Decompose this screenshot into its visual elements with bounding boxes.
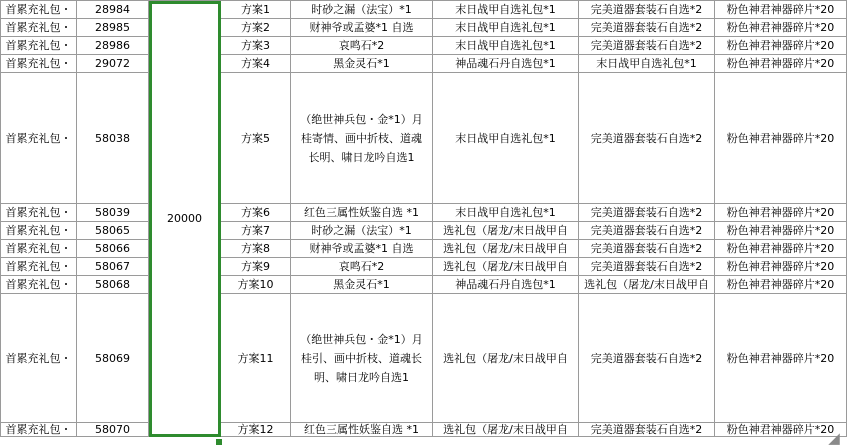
cell-reward-3[interactable]: 完美道器套装石自选*2 [579, 19, 715, 37]
cell-id[interactable]: 58070 [77, 423, 149, 437]
cell-name[interactable]: 首累充礼包・ [1, 204, 77, 222]
cell-reward-2[interactable]: 选礼包（屠龙/末日战甲自 [433, 294, 579, 423]
cell-reward-2[interactable]: 末日战甲自选礼包*1 [433, 73, 579, 204]
cell-reward-1[interactable]: 财神爷或孟婆*1 自选 [291, 240, 433, 258]
cell-reward-3[interactable]: 完美道器套装石自选*2 [579, 37, 715, 55]
table-row [1, 276, 847, 294]
table-row [1, 423, 847, 437]
cell-reward-3[interactable]: 末日战甲自选礼包*1 [579, 55, 715, 73]
cell-plan[interactable]: 方案1 [221, 1, 291, 19]
cell-id[interactable]: 28986 [77, 37, 149, 55]
cell-reward-4[interactable]: 粉色神君神器碎片*20 [715, 258, 847, 276]
cell-plan[interactable]: 方案5 [221, 73, 291, 204]
cell-reward-1[interactable]: 哀鸣石*2 [291, 258, 433, 276]
cell-reward-1[interactable]: 财神爷或孟婆*1 自选 [291, 19, 433, 37]
cell-reward-2[interactable]: 选礼包（屠龙/末日战甲自 [433, 423, 579, 437]
table-row [1, 240, 847, 258]
cell-reward-1[interactable]: （绝世神兵包・金*1）月桂寄情、画中折枝、道魂长明、啸日龙吟自选1 [291, 73, 433, 204]
cell-id[interactable]: 58066 [77, 240, 149, 258]
cell-plan[interactable]: 方案3 [221, 37, 291, 55]
cell-reward-4[interactable]: 粉色神君神器碎片*20 [715, 276, 847, 294]
cell-name[interactable]: 首累充礼包・ [1, 73, 77, 204]
cell-reward-4[interactable]: 粉色神君神器碎片*20 [715, 55, 847, 73]
selection-fill-handle[interactable] [215, 438, 223, 446]
cell-reward-1[interactable]: 时砂之漏（法宝）*1 [291, 222, 433, 240]
cell-plan[interactable]: 方案7 [221, 222, 291, 240]
cell-reward-1[interactable]: 黑金灵石*1 [291, 55, 433, 73]
cell-id[interactable]: 28985 [77, 19, 149, 37]
cell-id[interactable]: 58065 [77, 222, 149, 240]
cell-name[interactable]: 首累充礼包・ [1, 55, 77, 73]
cell-reward-3[interactable]: 完美道器套装石自选*2 [579, 423, 715, 437]
cell-reward-4[interactable]: 粉色神君神器碎片*20 [715, 240, 847, 258]
cell-name[interactable]: 首累充礼包・ [1, 276, 77, 294]
cell-plan[interactable]: 方案11 [221, 294, 291, 423]
cell-plan[interactable]: 方案4 [221, 55, 291, 73]
cell-id[interactable]: 28984 [77, 1, 149, 19]
cell-reward-2[interactable]: 选礼包（屠龙/末日战甲自 [433, 258, 579, 276]
cell-reward-3[interactable]: 选礼包（屠龙/末日战甲自 [579, 276, 715, 294]
table-row [1, 222, 847, 240]
cell-reward-2[interactable]: 末日战甲自选礼包*1 [433, 37, 579, 55]
cell-plan[interactable]: 方案9 [221, 258, 291, 276]
cell-plan[interactable]: 方案10 [221, 276, 291, 294]
cell-plan[interactable]: 方案2 [221, 19, 291, 37]
cell-reward-2[interactable]: 末日战甲自选礼包*1 [433, 1, 579, 19]
cell-reward-1[interactable]: 时砂之漏（法宝）*1 [291, 1, 433, 19]
cell-reward-4[interactable]: 粉色神君神器碎片*20 [715, 19, 847, 37]
cell-reward-3[interactable]: 完美道器套装石自选*2 [579, 240, 715, 258]
cell-reward-1[interactable]: 哀鸣石*2 [291, 37, 433, 55]
cell-reward-1[interactable]: 红色三属性妖鉴自选 *1 [291, 204, 433, 222]
cell-reward-3[interactable]: 完美道器套装石自选*2 [579, 1, 715, 19]
cell-merged-selected[interactable]: 20000 [149, 1, 221, 437]
cell-reward-2[interactable]: 神品魂石丹自选包*1 [433, 276, 579, 294]
cell-reward-3[interactable]: 完美道器套装石自选*2 [579, 73, 715, 204]
table-row [1, 1, 847, 19]
table-row [1, 258, 847, 276]
cell-id[interactable]: 58067 [77, 258, 149, 276]
cell-reward-4[interactable]: 粉色神君神器碎片*20 [715, 73, 847, 204]
cell-reward-2[interactable]: 末日战甲自选礼包*1 [433, 19, 579, 37]
cell-reward-2[interactable]: 选礼包（屠龙/末日战甲自 [433, 222, 579, 240]
table-row [1, 204, 847, 222]
cell-name[interactable]: 首累充礼包・ [1, 423, 77, 437]
table-row [1, 37, 847, 55]
cell-reward-3[interactable]: 完美道器套装石自选*2 [579, 204, 715, 222]
cell-id[interactable]: 58068 [77, 276, 149, 294]
cell-reward-3[interactable]: 完美道器套装石自选*2 [579, 222, 715, 240]
cell-reward-1[interactable]: （绝世神兵包・金*1）月桂引、画中折枝、道魂长明、啸日龙吟自选1 [291, 294, 433, 423]
cell-name[interactable]: 首累充礼包・ [1, 222, 77, 240]
cell-id[interactable]: 58069 [77, 294, 149, 423]
cell-name[interactable]: 首累充礼包・ [1, 1, 77, 19]
cell-reward-4[interactable]: 粉色神君神器碎片*20 [715, 294, 847, 423]
cell-plan[interactable]: 方案6 [221, 204, 291, 222]
cell-reward-2[interactable]: 选礼包（屠龙/末日战甲自 [433, 240, 579, 258]
cell-reward-2[interactable]: 末日战甲自选礼包*1 [433, 204, 579, 222]
table-row [1, 73, 847, 204]
table-row [1, 294, 847, 423]
cell-plan[interactable]: 方案12 [221, 423, 291, 437]
table-row [1, 55, 847, 73]
cell-id[interactable]: 58038 [77, 73, 149, 204]
cell-reward-2[interactable]: 神品魂石丹自选包*1 [433, 55, 579, 73]
cell-reward-4[interactable]: 粉色神君神器碎片*20 [715, 37, 847, 55]
cell-name[interactable]: 首累充礼包・ [1, 19, 77, 37]
cell-reward-4[interactable]: 粉色神君神器碎片*20 [715, 423, 847, 437]
cell-reward-3[interactable]: 完美道器套装石自选*2 [579, 258, 715, 276]
cell-name[interactable]: 首累充礼包・ [1, 37, 77, 55]
cell-reward-4[interactable]: 粉色神君神器碎片*20 [715, 1, 847, 19]
cell-id[interactable]: 29072 [77, 55, 149, 73]
cell-name[interactable]: 首累充礼包・ [1, 294, 77, 423]
resize-grip-icon[interactable]: ◢ [828, 428, 840, 447]
cell-id[interactable]: 58039 [77, 204, 149, 222]
cell-reward-4[interactable]: 粉色神君神器碎片*20 [715, 222, 847, 240]
cell-reward-1[interactable]: 红色三属性妖鉴自选 *1 [291, 423, 433, 437]
cell-plan[interactable]: 方案8 [221, 240, 291, 258]
table-row [1, 19, 847, 37]
cell-name[interactable]: 首累充礼包・ [1, 240, 77, 258]
cell-reward-1[interactable]: 黑金灵石*1 [291, 276, 433, 294]
cell-reward-3[interactable]: 完美道器套装石自选*2 [579, 294, 715, 423]
cell-reward-4[interactable]: 粉色神君神器碎片*20 [715, 204, 847, 222]
cell-name[interactable]: 首累充礼包・ [1, 258, 77, 276]
